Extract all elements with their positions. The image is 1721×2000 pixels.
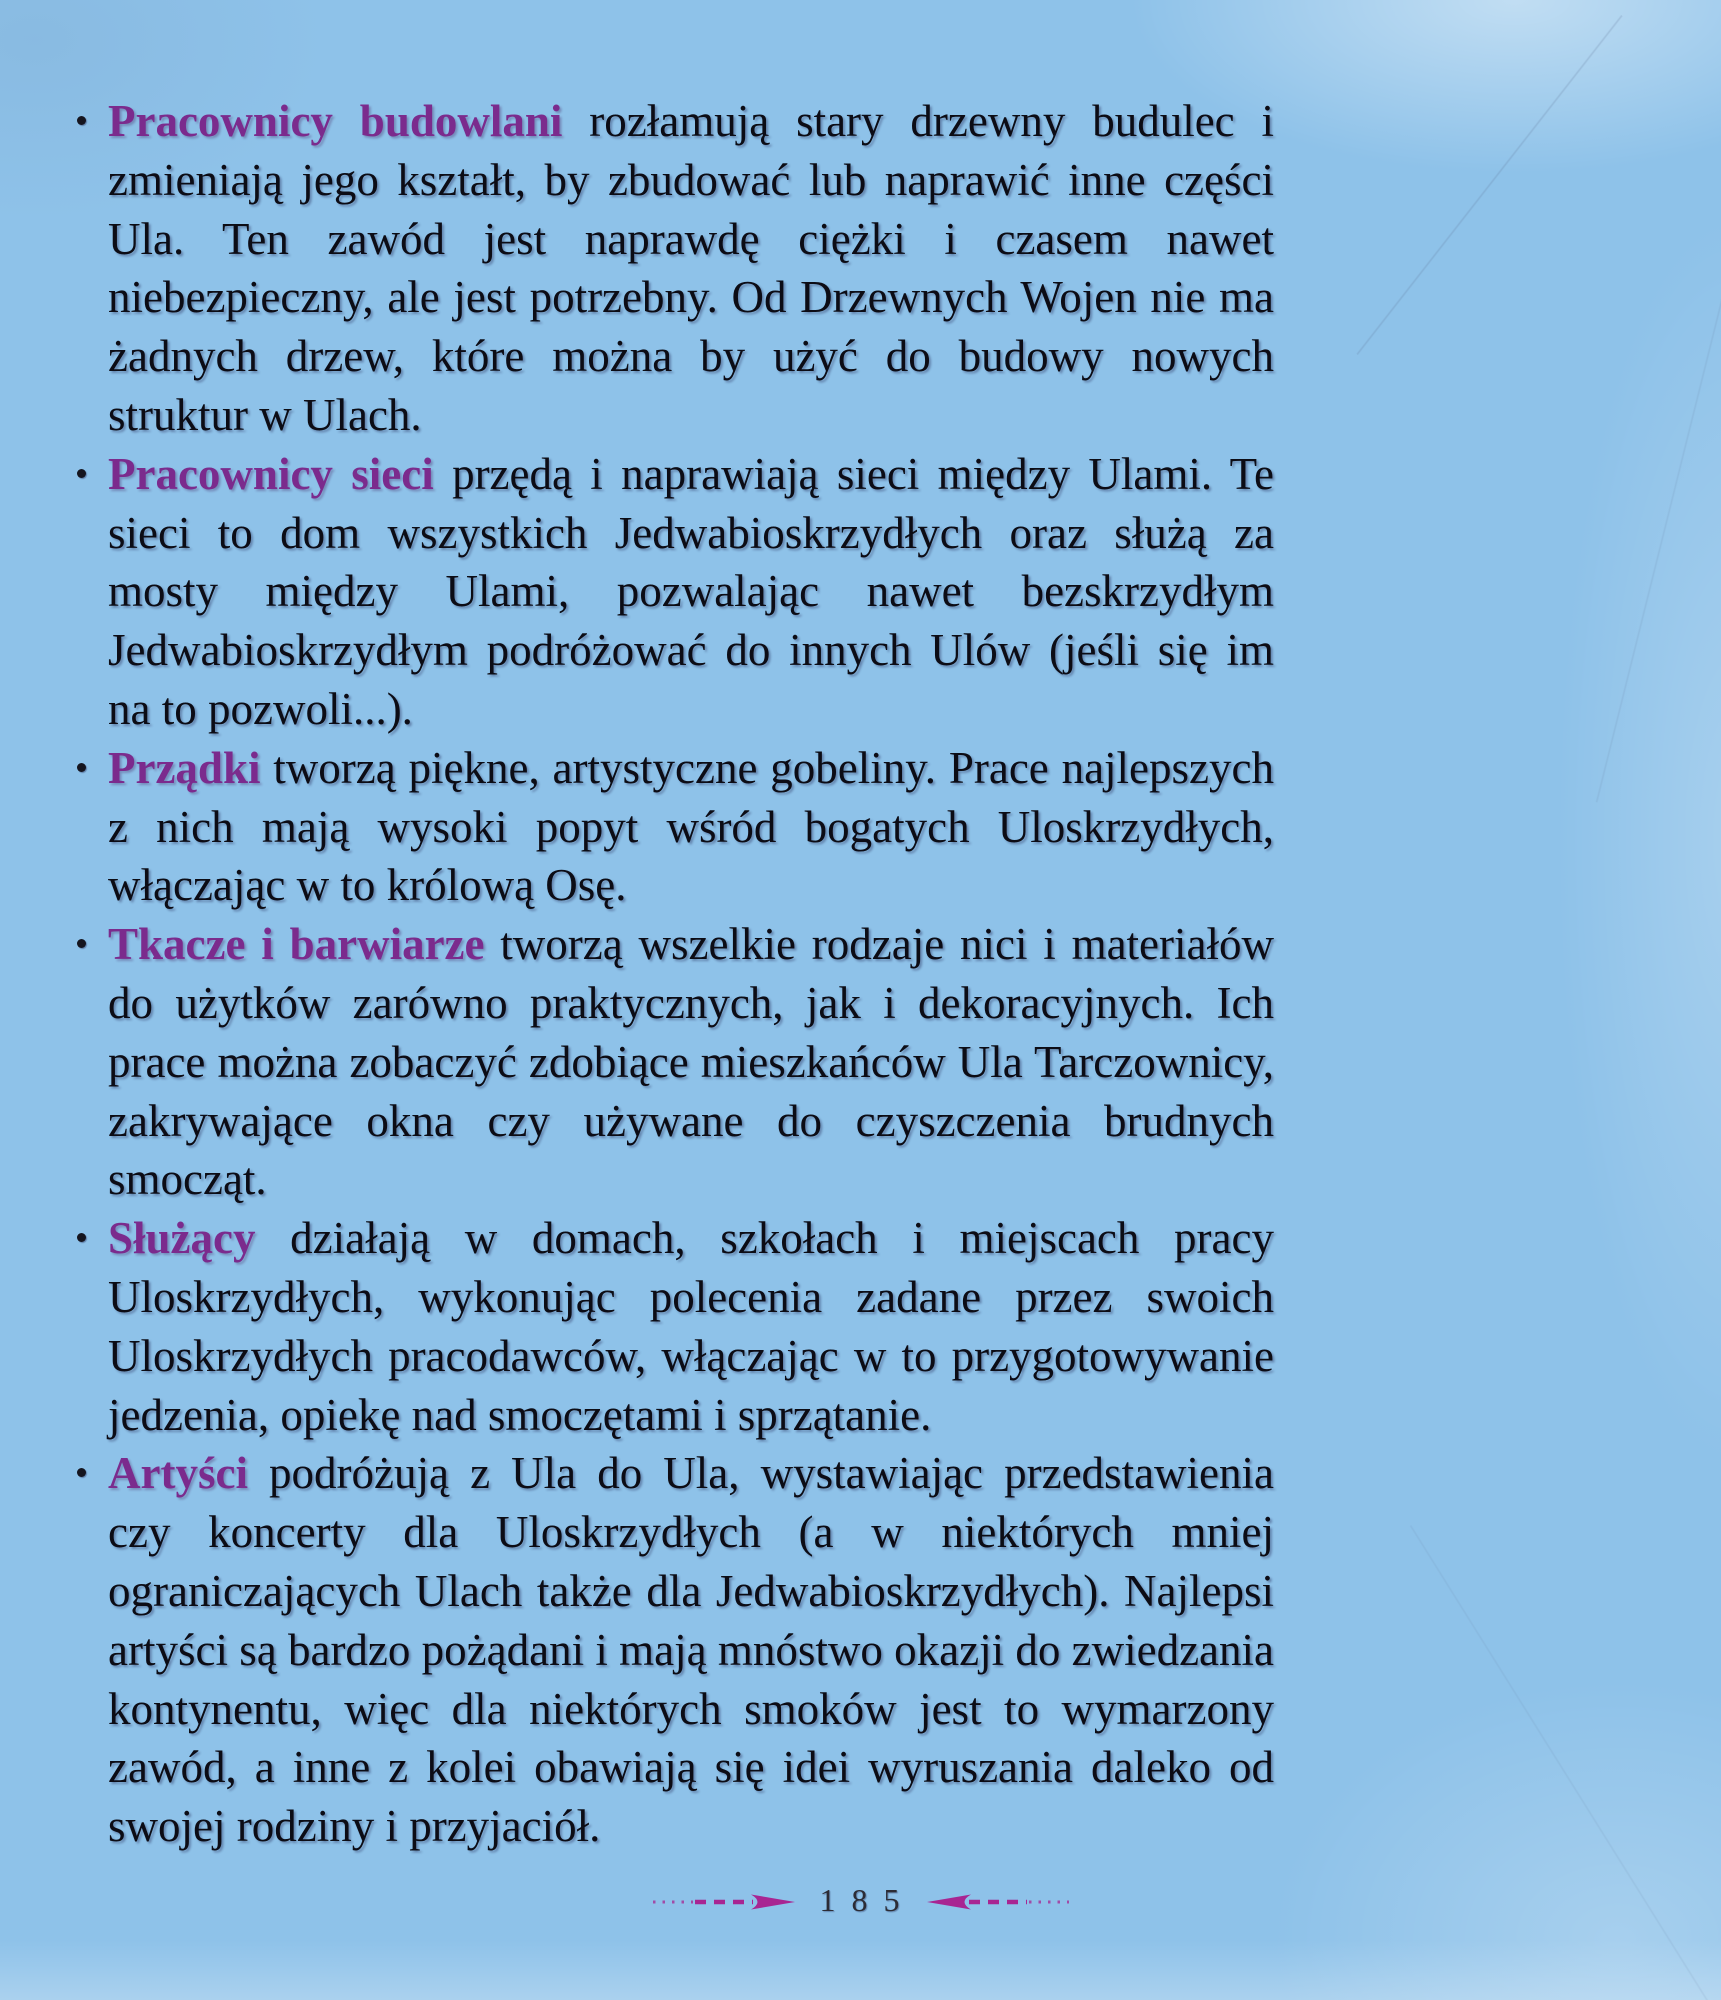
footer-ornament-left-icon (651, 1893, 796, 1911)
paper-crease (1356, 15, 1623, 356)
profession-name: Prządki (108, 742, 261, 793)
list-item (108, 1444, 1274, 1856)
list-item (108, 739, 1274, 915)
profession-description: tworzą piękne, artystyczne gobeliny. Prace najlepszych z nich mają wysoki popyt wśród bogatych Uloskrzydłych, włączając w to królową Osę. (108, 742, 1274, 911)
arrow-left-icon (927, 1895, 971, 1910)
paper-crease (1595, 297, 1721, 802)
page-footer (0, 1882, 1721, 1918)
profession-description: przędą i naprawiają sieci między Ulami. Te sieci to dom wszystkich Jedwabioskrzydłych oraz służą za mosty między Ulami, pozwalając nawet bezskrzydłym Jedwabioskrzydłym podróżować do innych Ulów (jeśli się im na to pozwoli...). (108, 448, 1274, 734)
paper-crease (1409, 1525, 1721, 2000)
profession-description: tworzą wszelkie rodzaje nici i materiałów do użytków zarówno praktycznych, jak i dekoracyjnych. Ich prace można zobaczyć zdobiące mieszkańców Ula Tarczownicy, zakrywające okna czy używane do czyszczenia brudnych smocząt. (108, 919, 1274, 1205)
bullet-icon (77, 1468, 86, 1477)
list-item (108, 445, 1274, 739)
bullet-icon (77, 116, 86, 125)
list-item (108, 915, 1274, 1209)
profession-name: Tkacze i barwiarze (108, 919, 485, 970)
profession-description: działają w domach, szkołach i miejscach pracy Uloskrzydłych, wykonując polecenia zadane przez swoich Uloskrzydłych pracodawców, włączając w to przygotowywanie jedzenia, opiekę nad smoczętami i sprzątanie. (108, 1213, 1274, 1440)
profession-name: Służący (108, 1213, 256, 1264)
profession-name: Pracownicy budowlani (108, 96, 563, 146)
profession-name: Artyści (108, 1448, 248, 1499)
bullet-icon (77, 939, 86, 948)
profession-description: rozłamują stary drzewny budulec i zmieniają jego kształt, by zbudować lub naprawić inne części Ula. Ten zawód jest naprawdę ciężki i czasem nawet niebezpieczny, ale jest potrzebny. Od Drzewnych Wojen nie ma żadnych drzew, które można by użyć do budowy nowych struktur w Ulach. (108, 96, 1275, 440)
profession-list (108, 92, 1274, 1856)
footer-ornament-right-icon (926, 1893, 1071, 1911)
arrow-right-icon (751, 1895, 795, 1910)
list-item (108, 92, 1274, 445)
bullet-icon (77, 469, 86, 478)
list-item (108, 1209, 1274, 1444)
profession-description: podróżują z Ula do Ula, wystawiając przedstawienia czy koncerty dla Uloskrzydłych (a w niektórych mniej ograniczających Ulach także dla Jedwabioskrzydłych). Najlepsi artyści są bardzo pożądani i mają mnóstwo okazji do zwiedzania kontynentu, więc dla niektórych smoków jest to wymarzony zawód, a inne z kolei obawiają się idei wyruszania daleko od swojej rodziny i przyjaciół. (108, 1448, 1274, 1852)
bullet-icon (77, 1233, 86, 1242)
page-number: 185 (819, 1882, 916, 1918)
bullet-icon (77, 763, 86, 772)
profession-name: Pracownicy sieci (108, 448, 434, 499)
